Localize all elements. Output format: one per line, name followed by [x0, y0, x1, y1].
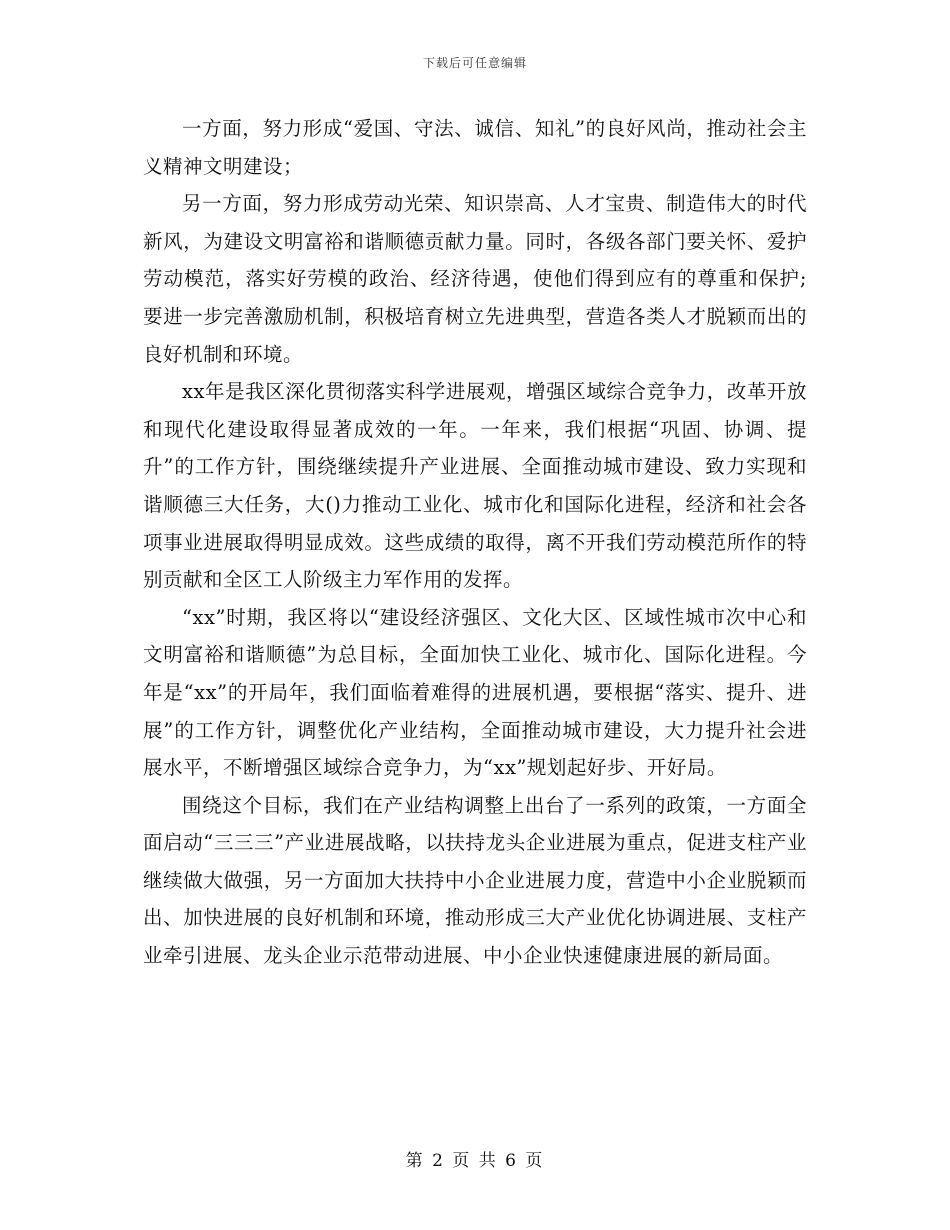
paragraph: 另一方面，努力形成劳动光荣、知识崇高、人才宝贵、制造伟大的时代新风，为建设文明富裕和谐顺德贡献力量。同时，各级各部门要关怀、爱护劳动模范，落实好劳模的政治、经济待遇，使他们得到应有的尊重和保护;要进一步完善激励机制，积极培育树立先进典型，营造各类人才脱颖而出的良好机制和环境。	[143, 192, 807, 366]
page-header: 下载后可任意编辑	[422, 56, 527, 70]
paragraph: 一方面，努力形成“爱国、守法、诚信、知礼”的良好风尚，推动社会主义精神文明建设；	[143, 117, 807, 178]
paragraph: “xx”时期，我区将以“建设经济强区、文化大区、区域性城市次中心和文明富裕和谐顺德”为总目标，全面加快工业化、城市化、国际化进程。今年是“xx”的开局年，我们面临着难得的进展机遇，要根据“落实、提升、进展”的工作方针，调整优化产业结构，全面推动城市建设，大力提升社会进展水平，不断增强区域综合竞争力，为“xx”规划起好步、开好局。	[143, 605, 807, 780]
paragraph: xx年是我区深化贯彻落实科学进展观，增强区域综合竞争力，改革开放和现代化建设取得显著成效的一年。一年来，我们根据“巩固、协调、提升”的工作方针，围绕继续提升产业进展、全面推动城市建设、致力实现和谐顺德三大任务，大()力推动工业化、城市化和国际化进程，经济和社会各项事业进展取得明显成效。这些成绩的取得，离不开我们劳动模范所作的特别贡献和全区工人阶级主力军作用的发挥。	[143, 380, 807, 592]
paragraph: 围绕这个目标，我们在产业结构调整上出台了一系列的政策，一方面全面启动“三三三”产业进展战略，以扶持龙头企业进展为重点，促进支柱产业继续做大做强，另一方面加大扶持中小企业进展力度，营造中小企业脱颖而出、加快进展的良好机制和环境，推动形成三大产业优化协调进展、支柱产业牵引进展、龙头企业示范带动进展、中小企业快速健康进展的新局面。	[143, 793, 807, 968]
page-number-footer: 第 2 页 共 6 页	[405, 1151, 545, 1171]
document-body	[143, 110, 807, 975]
